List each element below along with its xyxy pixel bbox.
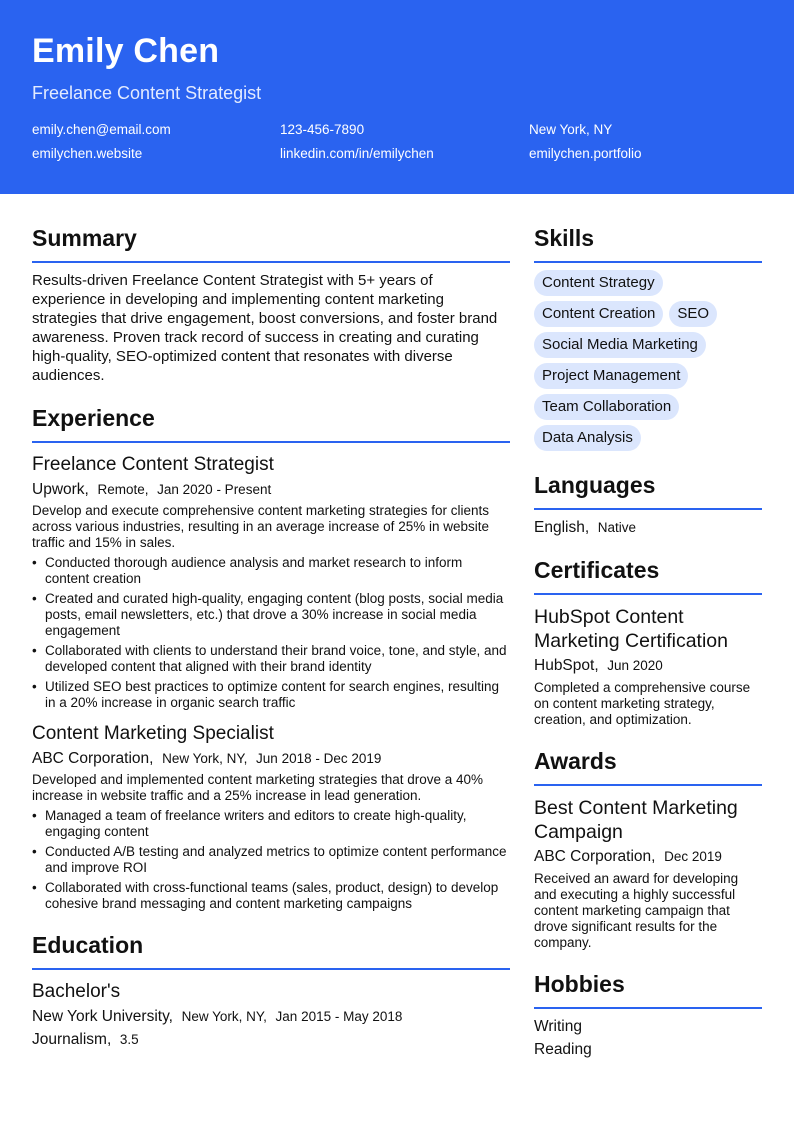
hobbies-section <box>534 971 762 1061</box>
skill-chip: Content Strategy <box>534 270 663 296</box>
hobby-item: Writing <box>534 1018 582 1035</box>
job-meta <box>32 481 510 499</box>
award-meta <box>534 848 762 866</box>
award-description: Received an award for developing and executing a highly successful content marketing campaign that drove significant results for the company. <box>534 871 739 950</box>
section-heading: Hobbies <box>534 971 762 1009</box>
main-column <box>32 225 510 1049</box>
degree-name: Bachelor's <box>32 981 121 1002</box>
list-item: • Collaborated with cross-functional teams (sales, product, design) to develop cohesive brand messaging and content marketing campaigns <box>32 880 510 912</box>
section-heading: Summary <box>32 225 510 263</box>
job-location: Remote, <box>97 482 149 497</box>
job-title: Freelance Content Strategist <box>32 454 274 475</box>
email-link[interactable]: emily.chen@email.com <box>32 122 171 137</box>
gpa-value: 3.5 <box>119 1032 139 1047</box>
location-text: New York, NY <box>529 122 613 137</box>
section-heading: Education <box>32 932 510 970</box>
section-heading: Languages <box>534 472 762 510</box>
list-item: • Utilized SEO best practices to optimize content for search engines, resulting in a 20% increase in organic search traffic <box>32 679 510 711</box>
award-name: Best Content Marketing Campaign <box>534 797 738 843</box>
side-column <box>534 225 762 1061</box>
job-description: Developed and implemented content marketing strategies that drove a 40% increase in website traffic and a 25% increase in lead generation. <box>32 772 484 803</box>
job-location: New York, NY, <box>162 751 248 766</box>
education-dates: Jan 2015 - May 2018 <box>275 1009 403 1024</box>
certificate-meta <box>534 657 762 675</box>
certificate-date: Jun 2020 <box>607 658 663 673</box>
skills-section <box>534 225 762 456</box>
list-item: • Managed a team of freelance writers and editors to create high-quality, engaging content <box>32 808 510 840</box>
list-item: • Collaborated with clients to understand their brand voice, tone, and style, and developed content that aligned with their brand identity <box>32 643 510 675</box>
website-link[interactable]: emilychen.website <box>32 146 143 161</box>
candidate-title: Freelance Content Strategist <box>32 83 262 103</box>
job-company: Upwork, <box>32 481 89 498</box>
award-issuer: ABC Corporation, <box>534 848 656 865</box>
skill-chip: Project Management <box>534 363 688 389</box>
job-dates: Jun 2018 - Dec 2019 <box>256 751 382 766</box>
experience-section <box>32 405 510 912</box>
certificate-description: Completed a comprehensive course on content marketing strategy, creation, and optimization. <box>534 680 751 727</box>
language-entry <box>534 519 762 537</box>
job-bullets <box>32 555 510 711</box>
skill-chip: Social Media Marketing <box>534 332 706 358</box>
skill-chip: Data Analysis <box>534 425 641 451</box>
certificate-issuer: HubSpot, <box>534 657 599 674</box>
job-description: Develop and execute comprehensive content marketing strategies for clients across various industries, resulting in an average increase of 25% in website traffic and 15% in sales. <box>32 503 489 550</box>
education-meta <box>32 1008 510 1026</box>
resume-header <box>0 0 794 194</box>
education-section <box>32 932 510 1049</box>
job-meta <box>32 750 510 768</box>
list-item: • Conducted thorough audience analysis and market research to inform content creation <box>32 555 510 587</box>
skill-list <box>534 270 762 456</box>
list-item: • Conducted A/B testing and analyzed metrics to optimize content performance and improve ROI <box>32 844 510 876</box>
linkedin-link[interactable]: linkedin.com/in/emilychen <box>280 146 434 161</box>
school-location: New York, NY, <box>181 1009 267 1024</box>
portfolio-link[interactable]: emilychen.portfolio <box>529 146 642 161</box>
summary-section <box>32 225 510 385</box>
awards-section <box>534 748 762 951</box>
section-heading: Experience <box>32 405 510 443</box>
summary-text: Results-driven Freelance Content Strategist with 5+ years of experience in developing and implementing content marketing strategies that drive engagement, boost conversions, and foster brand awareness. Proven track record of success in creating and curating high-quality, SEO-optimized content that resonates with diverse audiences. <box>32 272 498 384</box>
language-name: English, <box>534 519 590 536</box>
skill-chip: SEO <box>669 301 717 327</box>
field-of-study: Journalism, <box>32 1031 112 1048</box>
job-bullets <box>32 808 510 912</box>
certificate-name: HubSpot Content Marketing Certification <box>534 606 728 652</box>
language-level: Native <box>597 520 637 535</box>
phone-number: 123-456-7890 <box>280 122 365 137</box>
section-heading: Skills <box>534 225 762 263</box>
skill-chip: Team Collaboration <box>534 394 679 420</box>
award-date: Dec 2019 <box>664 849 722 864</box>
job-entry <box>32 454 510 711</box>
job-company: ABC Corporation, <box>32 750 154 767</box>
job-title: Content Marketing Specialist <box>32 723 274 744</box>
list-item: • Created and curated high-quality, engaging content (blog posts, social media posts, email newsletters, etc.) that drove a 30% increase in social media engagement <box>32 591 510 639</box>
school-name: New York University, <box>32 1008 173 1025</box>
candidate-name: Emily Chen <box>32 32 220 70</box>
section-heading: Awards <box>534 748 762 786</box>
job-dates: Jan 2020 - Present <box>157 482 272 497</box>
section-heading: Certificates <box>534 557 762 595</box>
skill-chip: Content Creation <box>534 301 663 327</box>
hobby-list <box>534 1015 762 1061</box>
languages-section <box>534 472 762 537</box>
education-field-meta <box>32 1031 510 1049</box>
job-entry <box>32 723 510 912</box>
hobby-item: Reading <box>534 1041 592 1058</box>
certificates-section <box>534 557 762 728</box>
